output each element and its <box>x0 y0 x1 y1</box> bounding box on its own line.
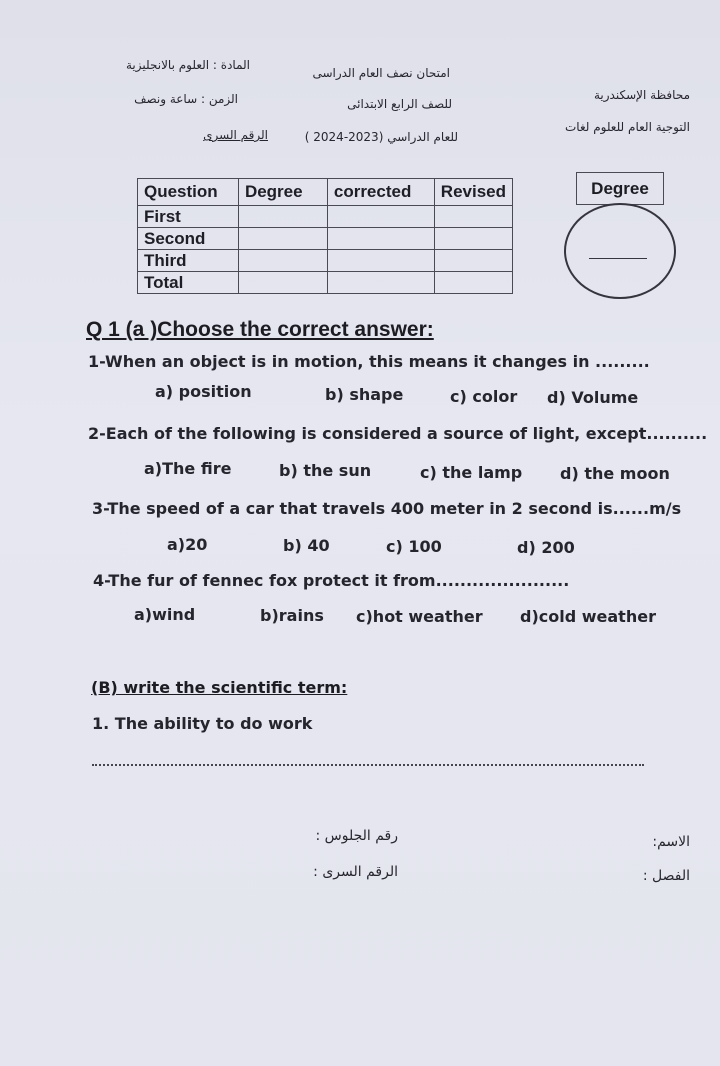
table-cell <box>327 206 434 228</box>
table-row <box>138 272 513 294</box>
header-degree: Degree <box>238 179 327 206</box>
row-label: Total <box>138 272 239 294</box>
table-cell <box>238 250 327 272</box>
table-row <box>138 250 513 272</box>
table-cell <box>327 272 434 294</box>
class-label: الفصل : <box>642 868 690 884</box>
grade-level: للصف الرابع الابتدائى <box>347 97 452 111</box>
score-fraction-line <box>589 258 647 259</box>
header-revised: Revised <box>434 179 512 206</box>
governorate-label: محافظة الإسكندرية <box>593 88 690 102</box>
q1-option-c: c) color <box>450 387 518 406</box>
q2-option-c: c) the lamp <box>420 463 523 482</box>
q1-option-b: b) shape <box>325 385 404 404</box>
table-cell <box>327 250 434 272</box>
table-cell <box>238 206 327 228</box>
q1-title: Q 1 (a )Choose the correct answer: <box>86 318 434 341</box>
table-cell <box>238 272 327 294</box>
row-label: First <box>138 206 239 228</box>
table-cell <box>434 206 512 228</box>
grade-table-header <box>138 179 513 206</box>
exam-title: امتحان نصف العام الدراسى <box>312 66 450 80</box>
question-2: 2-Each of the following is considered a source of light, except.......... <box>88 424 708 443</box>
question-1: 1-When an object is in motion, this means it changes in ......... <box>88 352 650 371</box>
grade-table <box>137 178 513 294</box>
section-b-item-1: 1. The ability to do work <box>92 714 313 733</box>
table-cell <box>434 250 512 272</box>
q2-option-b: b) the sun <box>279 461 372 480</box>
table-cell <box>238 228 327 250</box>
degree-box: Degree <box>576 172 664 205</box>
question-3: 3-The speed of a car that travels 400 meter in 2 second is......m/s <box>92 499 682 518</box>
score-circle <box>564 203 676 299</box>
question-4: 4-The fur of fennec fox protect it from...................... <box>93 571 570 590</box>
q4-option-a: a)wind <box>134 605 196 624</box>
answer-dotted-line <box>92 764 644 766</box>
q2-option-a: a)The fire <box>144 459 232 478</box>
table-cell <box>327 228 434 250</box>
q3-option-b: b) 40 <box>283 536 330 555</box>
q4-option-b: b)rains <box>260 606 324 625</box>
time-label: الزمن : ساعة ونصف <box>134 92 238 106</box>
q3-option-d: d) 200 <box>517 538 575 557</box>
secret-number-label: الرقم السرى : <box>313 864 398 880</box>
table-row <box>138 206 513 228</box>
subject-label: المادة : العلوم بالانجليزية <box>126 58 250 72</box>
academic-year: للعام الدراسي (2023-2024 ) <box>304 130 458 144</box>
header-corrected: corrected <box>327 179 434 206</box>
table-cell <box>434 272 512 294</box>
q1-option-a: a) position <box>155 382 252 401</box>
table-cell <box>434 228 512 250</box>
name-label: الاسم: <box>652 834 690 850</box>
section-b-title: (B) write the scientific term: <box>91 678 348 697</box>
q3-option-c: c) 100 <box>386 537 442 556</box>
row-label: Third <box>138 250 239 272</box>
q4-option-d: d)cold weather <box>520 607 656 626</box>
q4-option-c: c)hot weather <box>356 607 483 626</box>
q3-option-a: a)20 <box>167 535 208 554</box>
header-question: Question <box>138 179 239 206</box>
secret-number-header: الرقم السرى <box>203 128 268 142</box>
directorate-label: التوجية العام للعلوم لغات <box>564 120 690 134</box>
q1-option-d: d) Volume <box>547 388 639 407</box>
table-row <box>138 228 513 250</box>
row-label: Second <box>138 228 239 250</box>
q2-option-d: d) the moon <box>560 464 670 483</box>
seat-number-label: رقم الجلوس : <box>315 828 398 844</box>
